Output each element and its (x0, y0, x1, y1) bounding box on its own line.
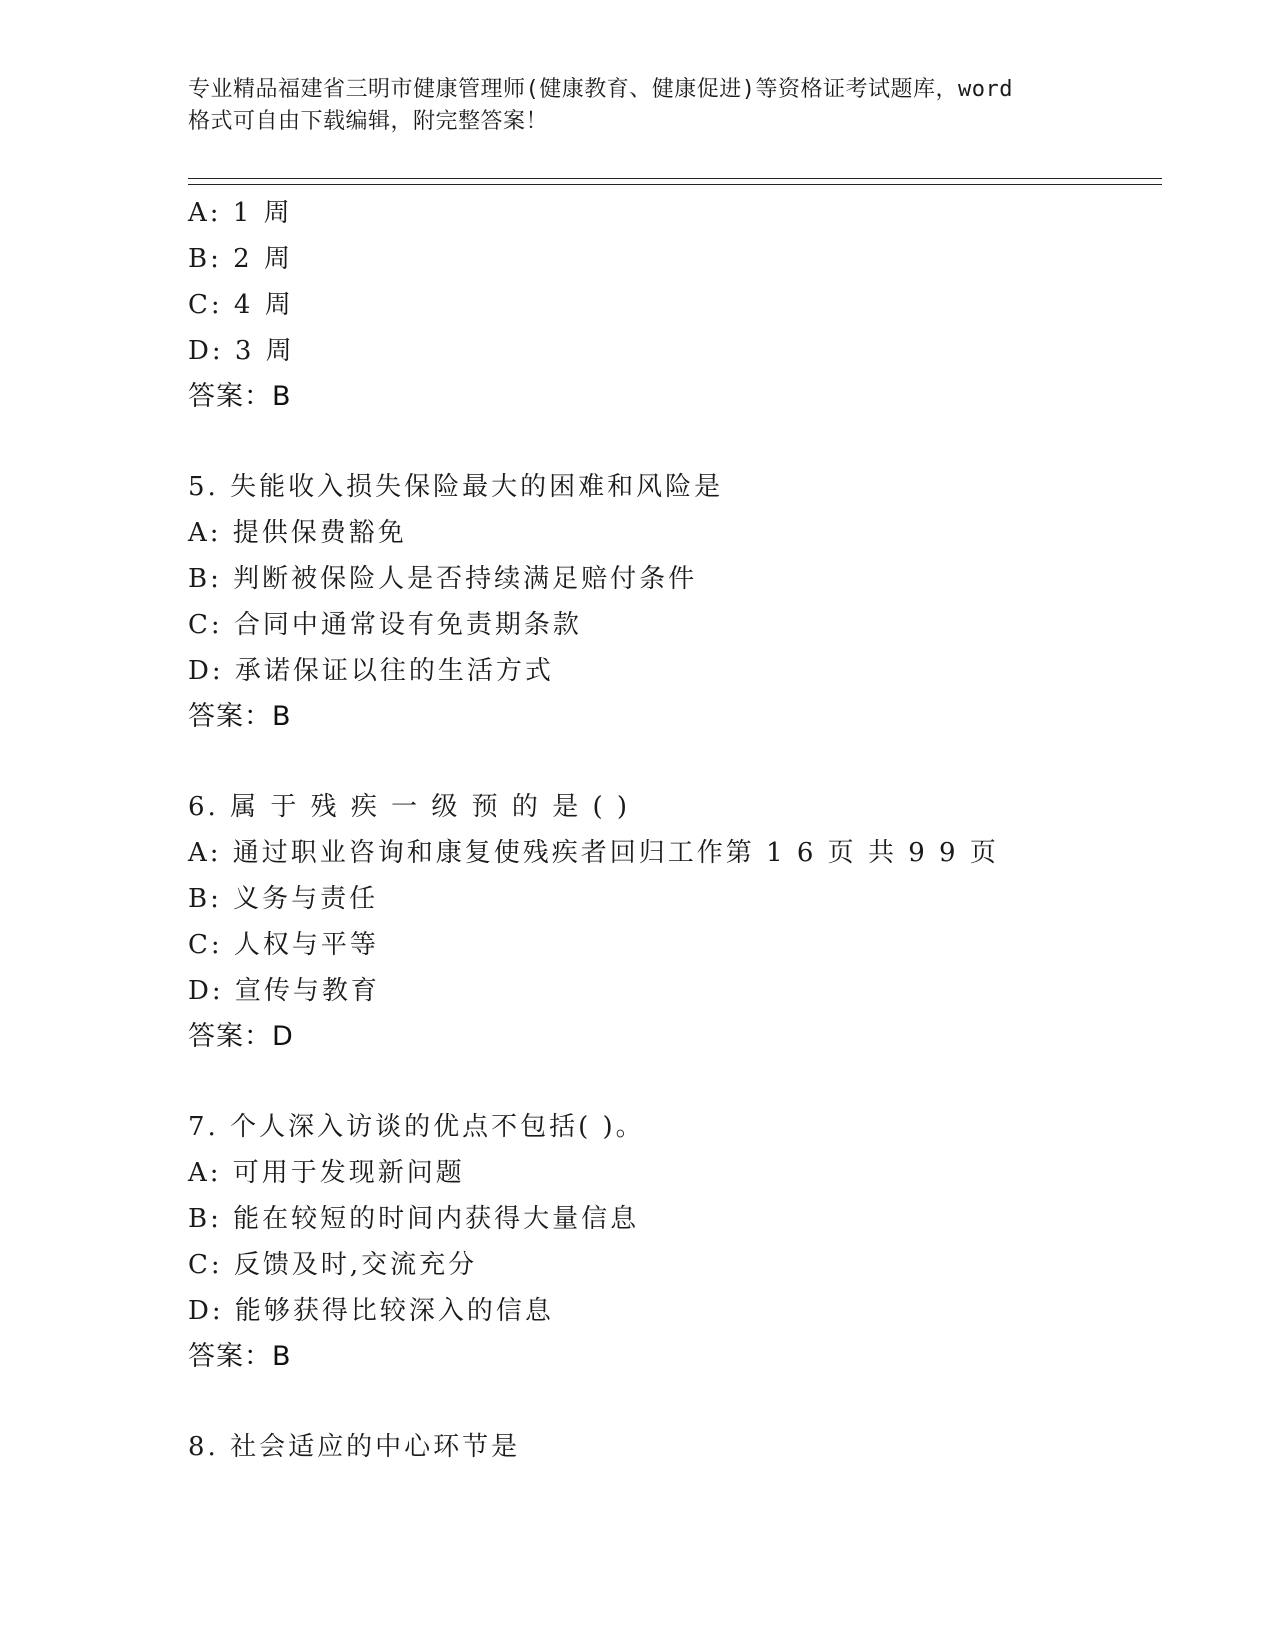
option-d: D: 3 周 (188, 336, 295, 366)
option-d: D: 宣传与教育 (188, 976, 380, 1006)
option-c: C: 4 周 (188, 290, 294, 320)
question-block-6 (188, 784, 1188, 1060)
document-header (188, 74, 1108, 138)
question-list (188, 190, 1188, 1470)
answer-line: 答案：D (188, 1021, 294, 1052)
option-a: A: 通过职业咨询和康复使残疾者回归工作第 1 6 页 共 9 9 页 (188, 838, 999, 868)
option-b: B: 2 周 (188, 244, 293, 274)
option-c: C: 反馈及时,交流充分 (188, 1250, 478, 1280)
question-text: 5. 失能收入损失保险最大的困难和风险是 (188, 472, 724, 502)
option-d: D: 承诺保证以往的生活方式 (188, 656, 554, 686)
question-block-4 (188, 190, 1188, 420)
option-a: A: 1 周 (188, 198, 293, 228)
question-block-7 (188, 1104, 1188, 1380)
option-b: B: 判断被保险人是否持续满足赔付条件 (188, 564, 698, 594)
question-text: 7. 个人深入访谈的优点不包括( )。 (188, 1112, 645, 1142)
option-c: C: 人权与平等 (188, 930, 379, 960)
question-text: 8. 社会适应的中心环节是 (188, 1432, 521, 1462)
answer-line: 答案：B (188, 1341, 292, 1372)
question-block-5 (188, 464, 1188, 740)
question-text: 6. 属 于 残 疾 一 级 预 的 是 ( ) (188, 792, 631, 822)
answer-line: 答案：B (188, 381, 292, 412)
header-line-1: 专业精品福建省三明市健康管理师(健康教育、健康促进)等资格证考试题库，word (188, 77, 1013, 102)
option-a: A: 提供保费豁免 (188, 518, 407, 548)
header-divider-bottom (188, 184, 1162, 185)
answer-line: 答案：B (188, 701, 292, 732)
header-divider-top (188, 178, 1162, 179)
option-b: B: 义务与责任 (188, 884, 379, 914)
option-b: B: 能在较短的时间内获得大量信息 (188, 1204, 640, 1234)
option-a: A: 可用于发现新问题 (188, 1158, 465, 1188)
question-block-8 (188, 1424, 1188, 1470)
header-line-2: 格式可自由下载编辑，附完整答案！ (188, 109, 549, 134)
option-d: D: 能够获得比较深入的信息 (188, 1296, 554, 1326)
option-c: C: 合同中通常设有免责期条款 (188, 610, 582, 640)
